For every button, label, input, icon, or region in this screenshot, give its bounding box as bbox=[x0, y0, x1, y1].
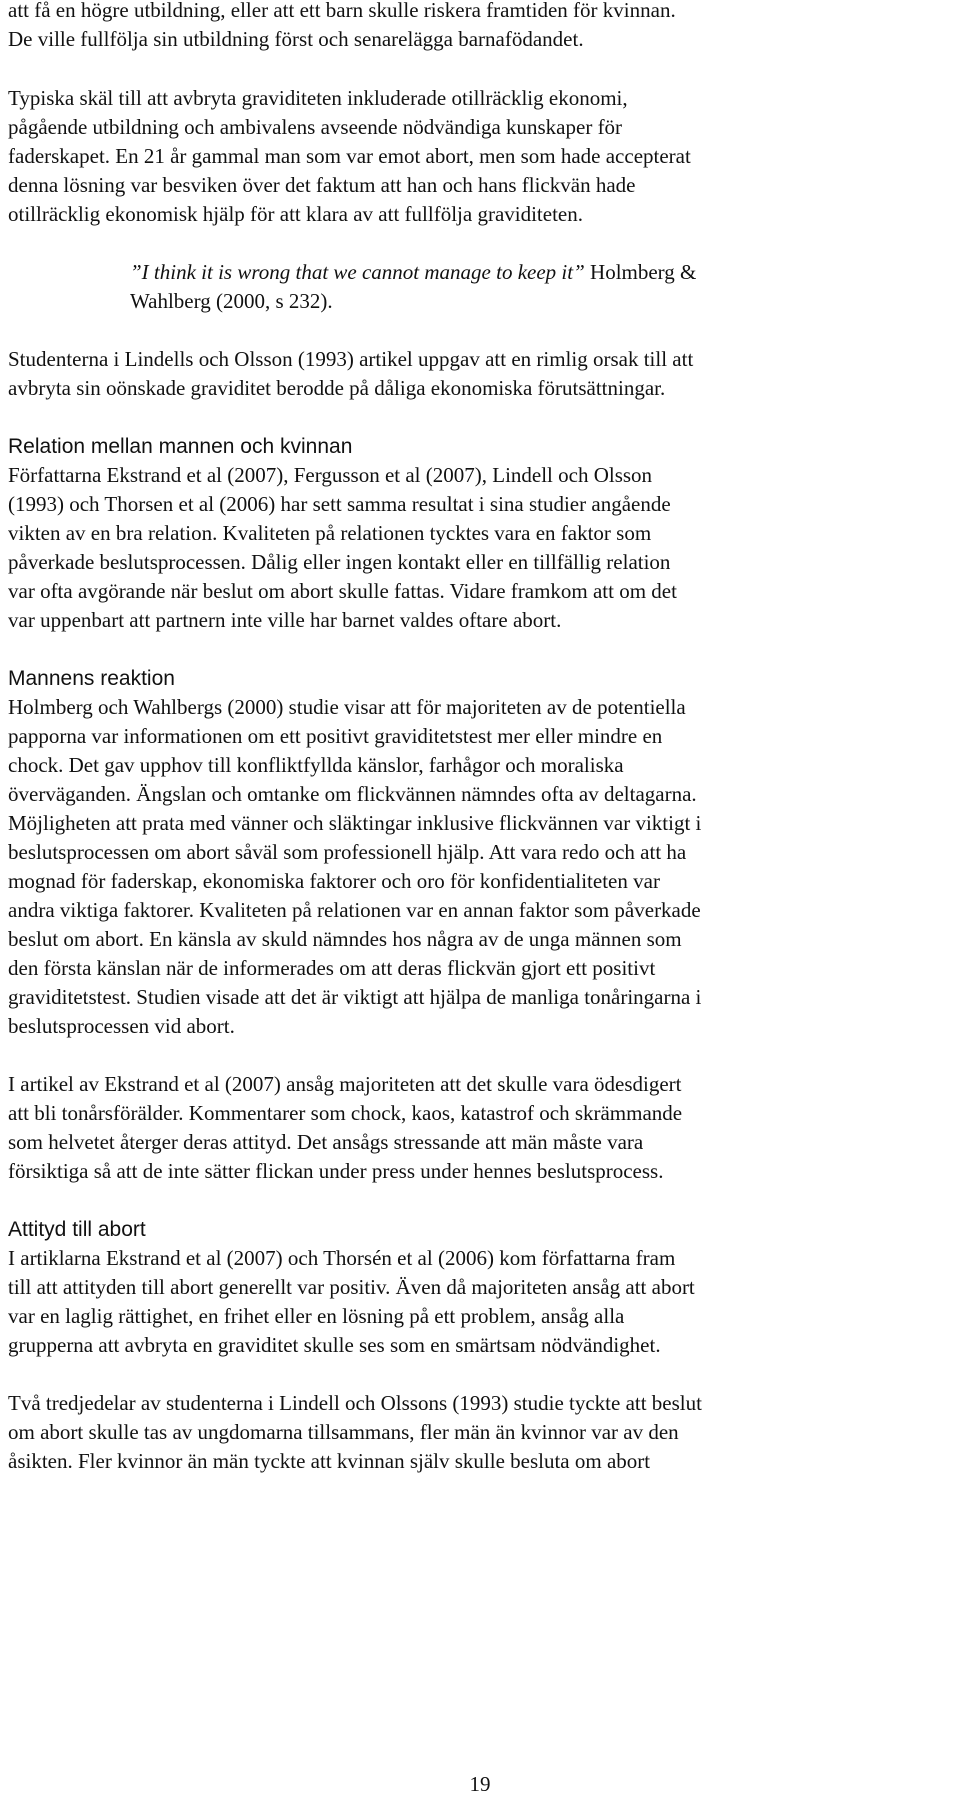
quote-line bbox=[130, 258, 696, 287]
text-line: som helvetet återger deras attityd. Det ansågs stressande att män måste vara bbox=[8, 1130, 644, 1154]
text-line: Möjligheten att prata med vänner och släktingar inklusive flickvännen var viktigt i bbox=[8, 811, 702, 835]
text-line: försiktiga så att de inte sätter flickan under press under hennes beslutsprocess. bbox=[8, 1159, 664, 1183]
text-line: vikten av en bra relation. Kvaliteten på relationen tycktes vara en faktor som bbox=[8, 521, 652, 545]
text-line: påverkade beslutsprocessen. Dålig eller ingen kontakt eller en tillfällig relation bbox=[8, 550, 671, 574]
text-line: beslutsprocessen om abort såväl som professionell hjälp. Att vara redo och att ha bbox=[8, 840, 687, 864]
text-line: chock. Det gav upphov till konfliktfyllda känslor, farhågor och moraliska bbox=[8, 753, 624, 777]
text-line: att få en högre utbildning, eller att ett barn skulle riskera framtiden för kvinnan. bbox=[8, 0, 676, 22]
text-line: Typiska skäl till att avbryta graviditeten inkluderade otillräcklig ekonomi, bbox=[8, 86, 628, 110]
text-line: den första känslan när de informerades om att deras flickvän gjort ett positivt bbox=[8, 956, 656, 980]
text-line: att bli tonårsförälder. Kommentarer som chock, kaos, katastrof och skrämmande bbox=[8, 1101, 683, 1125]
text-line: denna lösning var besviken över det faktum att han och hans flickvän hade bbox=[8, 173, 636, 197]
text-line: Holmberg och Wahlbergs (2000) studie visar att för majoriteten av de potentiella bbox=[8, 695, 686, 719]
section-heading: Mannens reaktion bbox=[8, 667, 175, 690]
text-line: om abort skulle tas av ungdomarna tillsammans, fler män än kvinnor var av den bbox=[8, 1420, 679, 1444]
text-line: var ofta avgörande när beslut om abort skulle fattas. Vidare framkom att om det bbox=[8, 579, 677, 603]
text-line: mognad för faderskap, ekonomiska faktorer och oro för konfidentialiteten var bbox=[8, 869, 660, 893]
text-line: beslut om abort. En känsla av skuld nämndes hos några av de unga männen som bbox=[8, 927, 682, 951]
quote-text: ”I think it is wrong that we cannot manage to keep it” bbox=[130, 260, 585, 284]
text-line: pågående utbildning och ambivalens avseende nödvändiga kunskaper för bbox=[8, 115, 623, 139]
text-line: I artikel av Ekstrand et al (2007) ansåg majoriteten att det skulle vara ödesdigert bbox=[8, 1072, 682, 1096]
text-line: grupperna att avbryta en graviditet skulle ses som en smärtsam nödvändighet. bbox=[8, 1333, 661, 1357]
text-line: till att attityden till abort generellt var positiv. Även då majoriteten ansåg att abort bbox=[8, 1275, 695, 1299]
text-line: otillräcklig ekonomisk hjälp för att klara av att fullfölja graviditeten. bbox=[8, 202, 583, 226]
text-line: var uppenbart att partnern inte ville har barnet valdes oftare abort. bbox=[8, 608, 562, 632]
text-line: Författarna Ekstrand et al (2007), Fergusson et al (2007), Lindell och Olsson bbox=[8, 463, 653, 487]
quote-citation-line: Wahlberg (2000, s 232). bbox=[130, 289, 333, 313]
text-line: faderskapet. En 21 år gammal man som var emot abort, men som hade accepterat bbox=[8, 144, 691, 168]
text-line: avbryta sin oönskade graviditet berodde på dåliga ekonomiska förutsättningar. bbox=[8, 376, 666, 400]
quote-citation: Holmberg & bbox=[590, 260, 697, 284]
text-line: åsikten. Fler kvinnor än män tyckte att kvinnan själv skulle besluta om abort bbox=[8, 1449, 651, 1473]
text-line: var en laglig rättighet, en frihet eller en lösning på ett problem, ansåg alla bbox=[8, 1304, 625, 1328]
text-line: papporna var informationen om ett positivt graviditetstest mer eller mindre en bbox=[8, 724, 663, 748]
section-heading: Attityd till abort bbox=[8, 1218, 146, 1241]
text-line: beslutsprocessen vid abort. bbox=[8, 1014, 235, 1038]
text-line: överväganden. Ängslan och omtanke om flickvännen nämndes ofta av deltagarna. bbox=[8, 782, 697, 806]
text-line: Två tredjedelar av studenterna i Lindell och Olssons (1993) studie tyckte att beslut bbox=[8, 1391, 702, 1415]
text-line: Studenterna i Lindells och Olsson (1993) artikel uppgav att en rimlig orsak till att bbox=[8, 347, 694, 371]
page-number: 19 bbox=[469, 1772, 491, 1796]
section-heading: Relation mellan mannen och kvinnan bbox=[8, 435, 353, 458]
text-line: andra viktiga faktorer. Kvaliteten på relationen var en annan faktor som påverkade bbox=[8, 898, 701, 922]
text-line: De ville fullfölja sin utbildning först och senarelägga barnafödandet. bbox=[8, 27, 584, 51]
text-line: graviditetstest. Studien visade att det är viktigt att hjälpa de manliga tonåringarna i bbox=[8, 985, 702, 1009]
text-line: I artiklarna Ekstrand et al (2007) och Thorsén et al (2006) kom författarna fram bbox=[8, 1246, 676, 1270]
text-line: (1993) och Thorsen et al (2006) har sett samma resultat i sina studier angående bbox=[8, 492, 671, 516]
